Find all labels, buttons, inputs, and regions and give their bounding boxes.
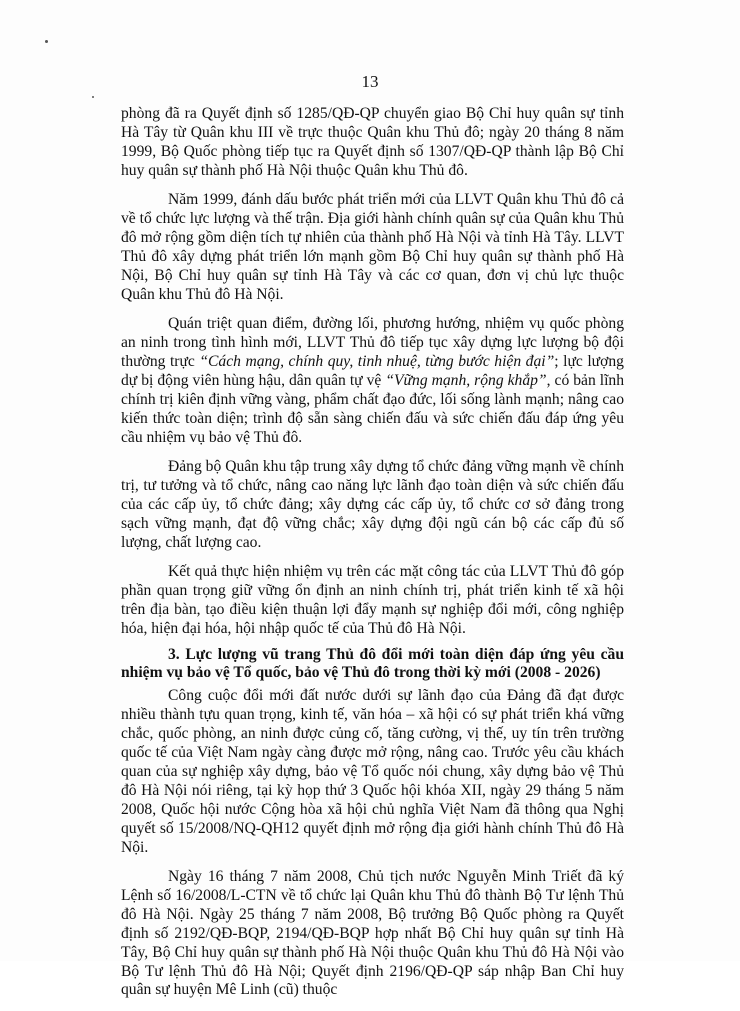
paragraph-reorganization: Ngày 16 tháng 7 năm 2008, Chủ tịch nước Nguyễn Minh Triết đã ký Lệnh số 16/2008/L-CTN về tổ chức lại Quân khu Thủ đô thành Bộ Tư lệnh Thủ đô Hà Nội. Ngày 25 tháng 7 năm 2008, Bộ trưởng Bộ Quốc phòng ra Quyết định số 2192/QĐ-BQP, 2194/QĐ-BQP hợp nhất Bộ Chỉ huy quân sự tỉnh Hà Tây, Bộ Chỉ huy quân sự thành phố Hà Nội thuộc Quân khu Thủ đô Hà Nội vào Bộ Tư lệnh Thủ đô Hà Nội; Quyết định 2196/QĐ-QP sáp nhập Ban Chỉ huy quân sự huyện Mê Linh (cũ) thuộc — [121, 868, 624, 999]
section-heading: 3. Lực lượng vũ trang Thủ đô đổi mới toàn diện đáp ứng yêu cầu nhiệm vụ bảo vệ Tổ quốc, bảo vệ Thủ đô trong thời kỳ mới (2008 - 2026) — [121, 645, 624, 682]
scan-speck — [45, 40, 48, 43]
paragraph-text-part: Quán triệt quan điểm, đường lối, phương hướng, nhiệm vụ quốc phòng an ninh trong tình hình mới, LLVT Thủ đô tiếp tục xây dựng lực lượng bộ đội thường trực — [121, 315, 624, 370]
paragraph-text-part: ; lực lượng dự bị động viên hùng hậu, dân quân tự vệ — [121, 352, 624, 389]
paragraph-text-part: , có bản lĩnh chính trị kiên định vững vàng, phẩm chất đạo đức, lối sống lành mạnh; nâng cao kiến thức toàn diện; trình độ sẵn sàng chiến đấu và sức chiến đấu đáp ứng yêu cầu nhiệm vụ bảo vệ Thủ đô. — [121, 371, 625, 446]
paragraph-party-building: Đảng bộ Quân khu tập trung xây dựng tổ chức đảng vững mạnh về chính trị, tư tưởng và tổ chức, nâng cao năng lực lãnh đạo toàn diện và sức chiến đấu của các cấp ủy, tổ chức đảng; xây dựng các cấp ủy, tổ chức cơ sở đảng trong sạch vững mạnh, đạt độ vững chắc; xây dựng đội ngũ cán bộ các cấp đủ số lượng, chất lượng cao. — [121, 457, 624, 551]
paragraph-force-building — [121, 315, 624, 447]
paragraph-continuation: phòng đã ra Quyết định số 1285/QĐ-QP chuyển giao Bộ Chỉ huy quân sự tỉnh Hà Tây từ Quân khu III về trực thuộc Quân khu Thủ đô; ngày 20 tháng 8 năm 1999, Bộ Quốc phòng tiếp tục ra Quyết định số 1307/QĐ-QP thành lập Bộ Chỉ huy quân sự thành phố Hà Nội thuộc Quân khu Thủ đô. — [121, 105, 624, 179]
paragraph-1999-milestone: Năm 1999, đánh dấu bước phát triển mới của LLVT Quân khu Thủ đô cả về tổ chức lực lượng và thế trận. Địa giới hành chính quân sự của Quân khu Thủ đô mở rộng gồm diện tích tự nhiên của thành phố Hà Nội và tỉnh Hà Tây. LLVT Thủ đô xây dựng phát triển lớn mạnh gồm Bộ Chỉ huy quân sự thành phố Hà Nội, Bộ Chỉ huy quân sự tỉnh Hà Tây và các cơ quan, đơn vị chủ lực thuộc Quân khu Thủ đô Hà Nội. — [121, 191, 624, 303]
paragraph-results: Kết quả thực hiện nhiệm vụ trên các mặt công tác của LLVT Thủ đô góp phần quan trọng giữ vững ổn định an ninh chính trị, phát triển kinh tế xã hội trên địa bàn, tạo điều kiện thuận lợi đẩy mạnh sự nghiệp đổi mới, công nghiệp hóa, hiện đại hóa, hội nhập quốc tế của Thủ đô Hà Nội. — [121, 562, 624, 637]
paragraph-renovation: Công cuộc đổi mới đất nước dưới sự lãnh đạo của Đảng đã đạt được nhiều thành tựu quan trọng, kinh tế, văn hóa – xã hội có sự phát triển khá vững chắc, quốc phòng, an ninh được củng cố, tăng cường, vị thế, uy tín trên trường quốc tế của Việt Nam ngày càng được mở rộng, nâng cao. Trước yêu cầu khách quan của sự nghiệp xây dựng, bảo vệ Tổ quốc nói chung, xây dựng bảo vệ Thủ đô Hà Nội nói riêng, tại kỳ họp thứ 3 Quốc hội khóa XII, ngày 29 tháng 5 năm 2008, Quốc hội nước Cộng hòa xã hội chủ nghĩa Việt Nam đã thông qua Nghị quyết số 15/2008/NQ-QH12 quyết định mở rộng địa giới hành chính Thủ đô Hà Nội. — [121, 687, 624, 856]
page-number: 13 — [361, 72, 379, 91]
scan-speck — [92, 96, 94, 98]
italic-quote: “Cách mạng, chính quy, tinh nhuệ, từng bước hiện đại” — [199, 352, 555, 370]
document-body — [121, 105, 624, 1011]
italic-quote: “Vững mạnh, rộng khắp” — [385, 371, 547, 389]
